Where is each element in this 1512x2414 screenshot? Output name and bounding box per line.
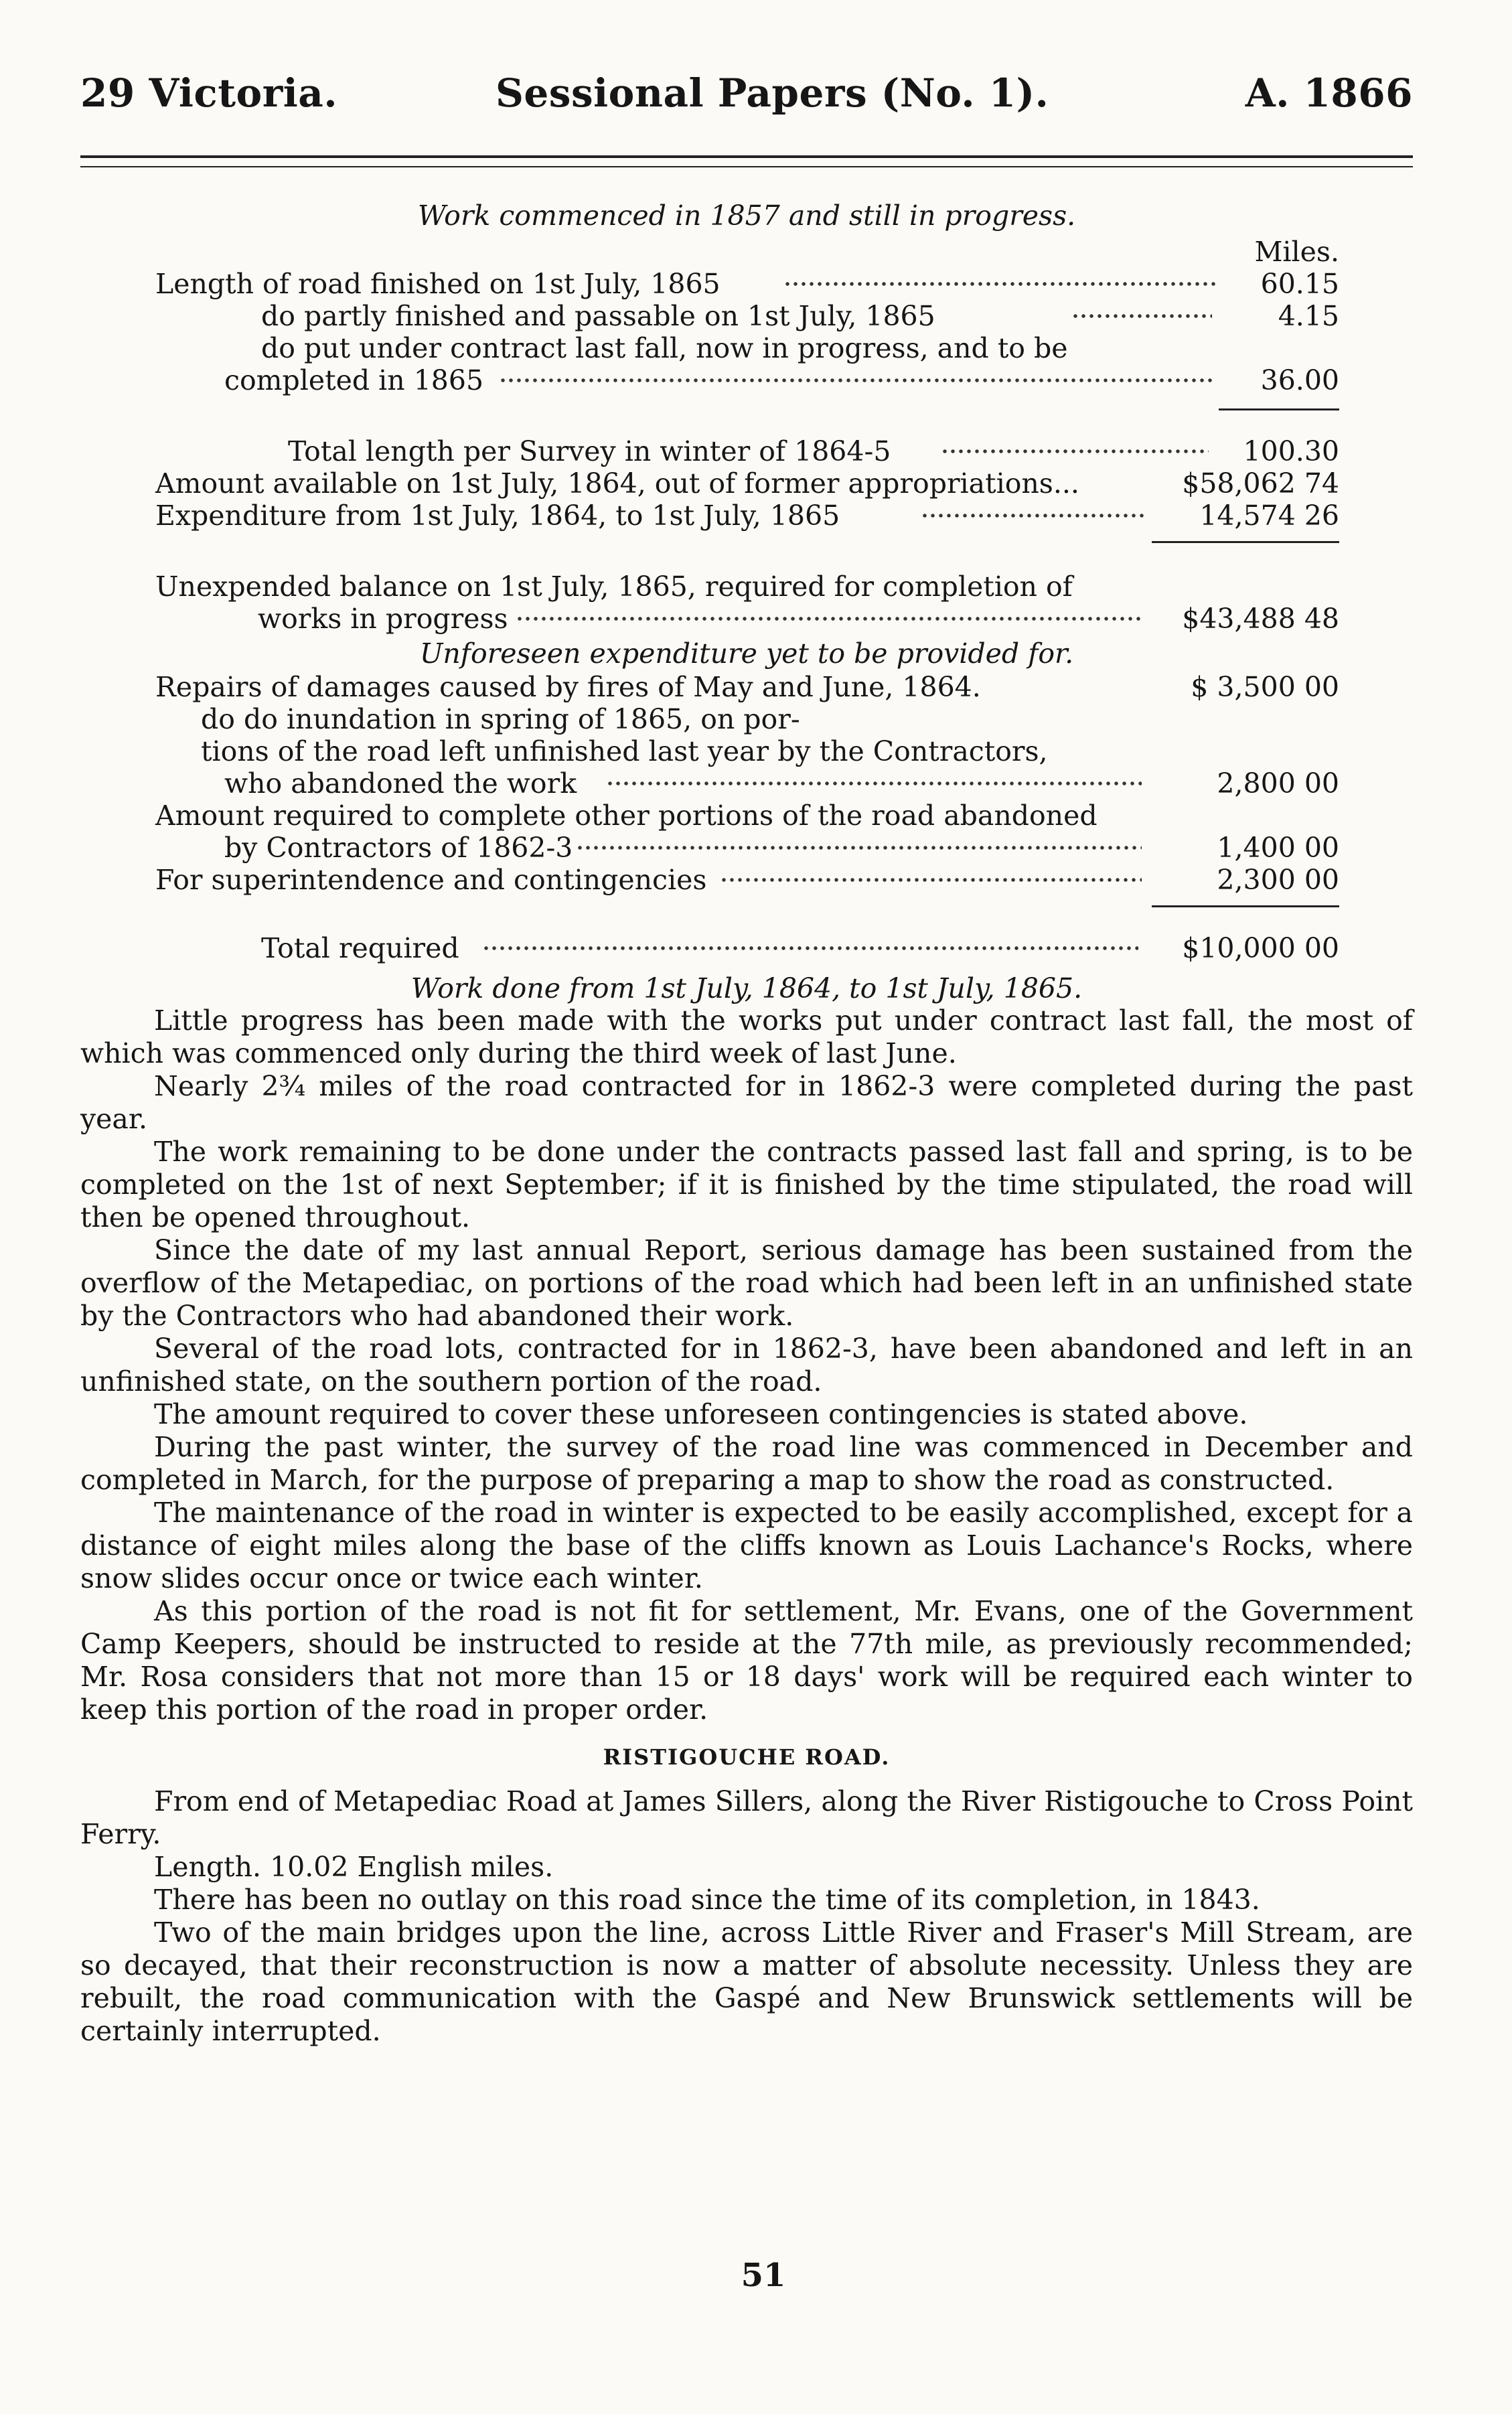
- paragraph: The maintenance of the road in winter is expected to be easily accomplished, except for a distance of eight miles along the base of the cliffs known as Louis Lachance's Rocks, where snow slides occur once or twice each winter.: [80, 1497, 1413, 1594]
- paragraph: The work remaining to be done under the contracts passed last fall and spring, is to be completed on the 1st of next September; if it is finished by the time stipulated, the road will then be opened throughout.: [80, 1136, 1413, 1233]
- sum-rule: [1219, 408, 1339, 410]
- abandoned-label-2: by Contractors of 1862-3: [224, 832, 573, 864]
- inundation-label: do do inundation in spring of 1865, on por-: [201, 703, 800, 735]
- paragraph: From end of Metapediac Road at James Sillers, along the River Ristigouche to Cross Point Ferry.: [80, 1785, 1413, 1850]
- row-partly-label: do partly finished and passable on 1st July, 1865: [261, 300, 935, 332]
- section3-title: Work done from 1st July, 1864, to 1st July, 1865.: [410, 972, 1083, 1004]
- row-contract-value: 36.00: [1260, 364, 1339, 396]
- row-partly-value: 4.15: [1278, 300, 1339, 332]
- paragraph: The amount required to cover these unforeseen contingencies is stated above.: [154, 1398, 1248, 1430]
- paragraph: Little progress has been made with the works put under contract last fall, the most of which was commenced only during the third week of last June.: [80, 1004, 1413, 1069]
- paragraph: Several of the road lots, contracted for in 1862-3, have been abandoned and left in an unfinished state, on the southern portion of the road.: [80, 1333, 1413, 1398]
- abandoned-label: Amount required to complete other portions of the road abandoned: [155, 800, 1098, 832]
- dot-leader: [516, 615, 1142, 628]
- superintendence-label: For superintendence and contingencies: [155, 864, 707, 896]
- balance-label-2: works in progress: [258, 603, 508, 635]
- dot-leader: [720, 876, 1142, 889]
- dot-leader: [576, 844, 1142, 857]
- total-required-label: Total required: [261, 932, 459, 964]
- paragraph: Length. 10.02 English miles.: [154, 1851, 554, 1883]
- inundation-value: 2,800 00: [1217, 767, 1339, 800]
- row-contract-label: do put under contract last fall, now in progress, and to be: [261, 332, 1068, 364]
- header-rule-thick: [80, 155, 1413, 158]
- expenditure-value: 14,574 26: [1199, 500, 1339, 532]
- header-session: 29 Victoria.: [80, 70, 338, 116]
- dot-leader: [783, 280, 1219, 293]
- section1-title: Work commenced in 1857 and still in progress.: [417, 200, 1076, 232]
- sum-rule: [1152, 541, 1339, 543]
- header-rule-thin: [80, 166, 1413, 167]
- available-value: $58,062 74: [1182, 467, 1339, 500]
- paragraph: There has been no outlay on this road since the time of its completion, in 1843.: [154, 1884, 1260, 1916]
- dot-leader: [499, 376, 1215, 390]
- section4-title: RISTIGOUCHE ROAD.: [603, 1744, 891, 1770]
- total-required-value: $10,000 00: [1182, 932, 1339, 964]
- row-finished-value: 60.15: [1260, 268, 1339, 300]
- paragraph: During the past winter, the survey of the road line was commenced in December and completed in March, for the purpose of preparing a map to show the road as constructed.: [80, 1431, 1413, 1496]
- paragraph: Nearly 2¾ miles of the road contracted for in 1862-3 were completed during the past year.: [80, 1070, 1413, 1135]
- paragraph: Since the date of my last annual Report, serious damage has been sustained from the overflow of the Metapediac, on portions of the road which had been left in an unfinished state by the Contractors who had abandoned their work.: [80, 1234, 1413, 1332]
- dot-leader: [1071, 312, 1212, 325]
- repairs-fire-value: $ 3,500 00: [1191, 671, 1339, 703]
- running-header: [80, 70, 1413, 144]
- header-title: Sessional Papers (No. 1).: [496, 70, 1049, 116]
- row-finished-label: Length of road finished on 1st July, 1865: [155, 268, 721, 300]
- miles-header: Miles.: [1254, 236, 1339, 268]
- balance-value: $43,488 48: [1182, 603, 1339, 635]
- available-label: Amount available on 1st July, 1864, out of former appropriations...: [155, 467, 1079, 500]
- sum-rule: [1152, 905, 1339, 907]
- expenditure-label: Expenditure from 1st July, 1864, to 1st July, 1865: [155, 500, 840, 532]
- total-length-label: Total length per Survey in winter of 1864-5: [288, 435, 891, 467]
- dot-leader: [941, 447, 1209, 461]
- dot-leader: [482, 944, 1138, 958]
- row-contract-label-2: completed in 1865: [224, 364, 484, 396]
- total-length-value: 100.30: [1243, 435, 1339, 467]
- section2-title: Unforeseen expenditure yet to be provided for.: [419, 637, 1074, 670]
- header-year: A. 1866: [1245, 70, 1413, 116]
- inundation-label-3: who abandoned the work: [224, 767, 577, 800]
- balance-label: Unexpended balance on 1st July, 1865, required for completion of: [155, 571, 1073, 603]
- paragraph: Two of the main bridges upon the line, across Little River and Fraser's Mill Stream, are so decayed, that their reconstruction is now a matter of absolute necessity. Unless they are rebuilt, the road communication with the Gaspé and New Brunswick settlements will be certainly interrupted.: [80, 1916, 1413, 2047]
- inundation-label-2: tions of the road left unfinished last year by the Contractors,: [201, 735, 1048, 767]
- abandoned-value: 1,400 00: [1217, 832, 1339, 864]
- page-number: 51: [741, 2257, 786, 2294]
- paragraph: As this portion of the road is not fit for settlement, Mr. Evans, one of the Government Camp Keepers, should be instructed to reside at the 77th mile, as previously recommended; Mr. Rosa considers that not more than 15 or 18 days' work will be required each winter to keep this portion of the road in proper order.: [80, 1595, 1413, 1726]
- dot-leader: [921, 512, 1145, 525]
- repairs-fire-label: Repairs of damages caused by fires of May and June, 1864.: [155, 671, 981, 703]
- superintendence-value: 2,300 00: [1217, 864, 1339, 896]
- dot-leader: [606, 779, 1142, 793]
